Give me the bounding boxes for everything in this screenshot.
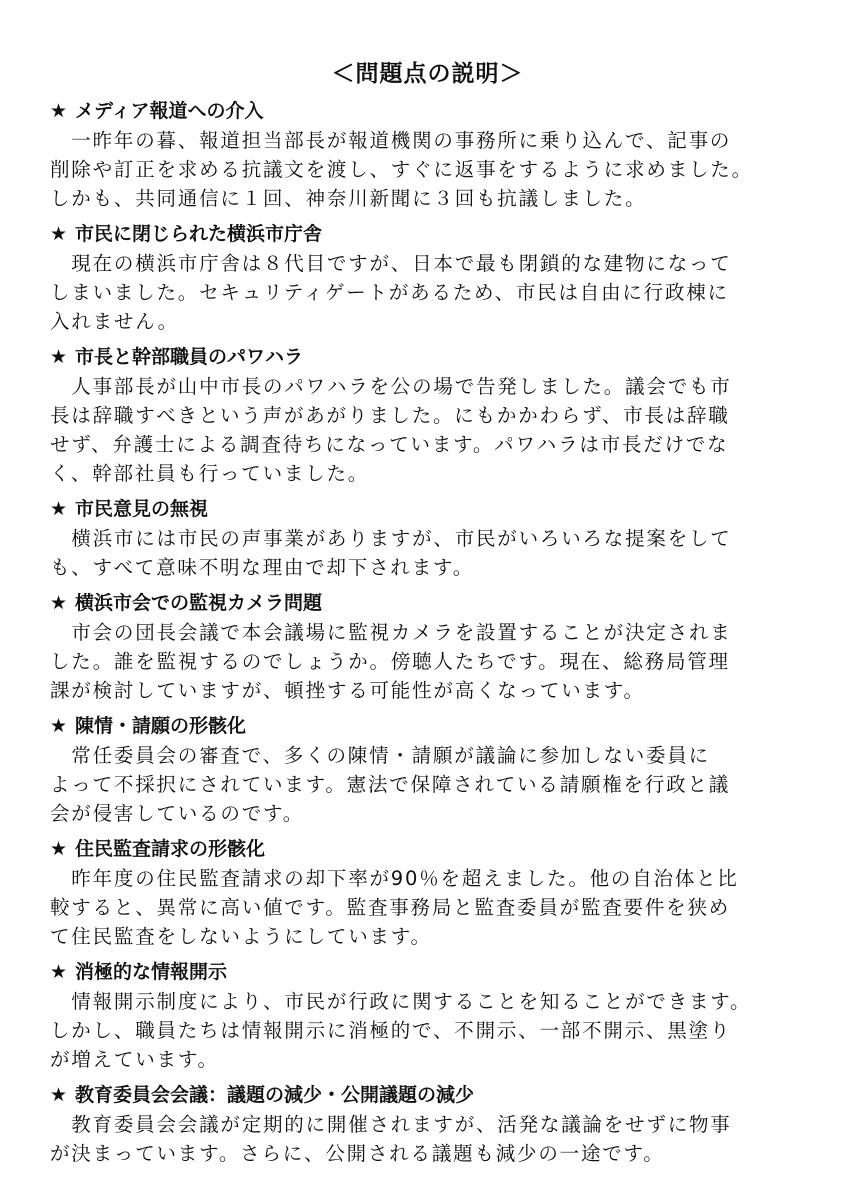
section-heading-text: メディア報道への介入 (75, 100, 264, 122)
star-icon: ★ (50, 715, 68, 737)
body-line: 入れません。 (50, 310, 179, 333)
section-heading-text: 市民に閉じられた横浜市庁舎 (75, 223, 323, 245)
section-heading-text: 市長と幹部職員のパワハラ (75, 346, 304, 368)
section-body (50, 524, 805, 582)
section-power-harassment (50, 344, 805, 488)
section-body (50, 864, 805, 951)
section-heading (50, 713, 805, 739)
body-line: せず、弁護士による調査待ちになっています。パワハラは市長だけでな (50, 433, 729, 456)
section-closed-city-hall (50, 221, 805, 336)
body-line: しかも、共同通信に１回、神奈川新聞に３回も抗議しました。 (50, 187, 647, 210)
body-line: 市会の団長会議で本会議場に監視カメラを設置することが決定されま (50, 621, 732, 644)
body-line: が増えています。 (50, 1048, 219, 1071)
body-line: 削除や訂正を求める抗議文を渡し、すぐに返事をするように求めました。 (50, 158, 753, 181)
section-heading (50, 836, 805, 862)
section-surveillance-camera (50, 590, 805, 705)
body-line: 較すると、異常に高い値です。監査事務局と監査委員が監査要件を狭め (50, 896, 731, 919)
body-line: 常任委員会の審査で、多くの陳情・請願が議論に参加しない委員に (50, 744, 710, 767)
body-line: しかし、職員たちは情報開示に消極的で、不開示、一部不開示、黒塗り (50, 1019, 732, 1042)
section-heading-text: 消極的な情報開示 (75, 961, 228, 983)
body-line: 人事部長が山中市長のパワハラを公の場で告発しました。議会でも市 (50, 375, 732, 398)
section-body (50, 249, 805, 336)
section-audit-requests (50, 836, 805, 951)
section-ignoring-citizens (50, 496, 805, 582)
body-line: 会が侵害しているのです。 (50, 802, 305, 825)
star-icon: ★ (50, 838, 68, 860)
section-heading (50, 959, 805, 985)
body-line: 情報開示制度により、市民が行政に関することを知ることができます。 (50, 990, 752, 1013)
section-heading-text: 陳情・請願の形骸化 (75, 715, 247, 737)
section-body (50, 741, 805, 828)
body-line: て住民監査をしないようにしています。 (50, 925, 432, 948)
body-line: 一昨年の暮、報道担当部長が報道機関の事務所に乗り込んで、記事の (50, 129, 732, 152)
body-line: 課が検討していますが、頓挫する可能性が高くなっています。 (50, 679, 645, 702)
body-line: しまいました。セキュリティゲートがあるため、市民は自由に行政棟に (50, 281, 729, 304)
section-petitions (50, 713, 805, 828)
section-heading (50, 496, 805, 522)
star-icon: ★ (50, 1084, 68, 1106)
star-icon: ★ (50, 592, 68, 614)
body-line: 教育委員会会議が定期的に開催されますが、活発な議論をせずに物事 (50, 1113, 732, 1136)
star-icon: ★ (50, 346, 68, 368)
section-heading-text: 市民意見の無視 (75, 498, 209, 520)
section-body (50, 126, 805, 213)
star-icon: ★ (50, 961, 68, 983)
body-line: 現在の横浜市庁舎は８代目ですが、日本で最も閉鎖的な建物になって (50, 252, 732, 275)
section-heading (50, 344, 805, 370)
section-heading-text: 教育委員会会議：議題の減少・公開議題の減少 (75, 1084, 475, 1106)
section-heading-text: 横浜市会での監視カメラ問題 (75, 592, 323, 614)
section-heading (50, 98, 805, 124)
section-heading-text: 住民監査請求の形骸化 (75, 838, 266, 860)
section-heading (50, 1082, 805, 1108)
section-information-disclosure (50, 959, 805, 1074)
body-line: した。誰を監視するのでしょうか。傍聴人たちです。現在、総務局管理 (50, 650, 730, 673)
section-heading (50, 590, 805, 616)
body-line: よって不採択にされています。憲法で保障されている請願権を行政と議 (50, 773, 731, 796)
star-icon: ★ (50, 498, 68, 520)
body-line: が決まっています。さらに、公開される議題も減少の一途です。 (50, 1142, 665, 1165)
section-body (50, 618, 805, 705)
section-body (50, 987, 805, 1074)
document-title: ＜問題点の説明＞ (331, 61, 524, 87)
body-line: 長は辞職すべきという声があがりました。にもかかわらず、市長は辞職 (50, 404, 730, 427)
section-media-intervention (50, 98, 805, 213)
star-icon: ★ (50, 100, 68, 122)
body-line: 昨年度の住民監査請求の却下率が90％を超えました。他の自治体と比 (50, 867, 739, 890)
body-line: 横浜市には市民の声事業がありますが、市民がいろいろな提案をして (50, 527, 732, 550)
section-body (50, 1110, 805, 1168)
star-icon: ★ (50, 223, 68, 245)
section-heading (50, 221, 805, 247)
section-education-board (50, 1082, 805, 1168)
body-line: く、幹部社員も行っていました。 (50, 462, 370, 485)
section-body (50, 372, 805, 488)
body-line: も、すべて意味不明な理由で却下されます。 (50, 556, 475, 579)
